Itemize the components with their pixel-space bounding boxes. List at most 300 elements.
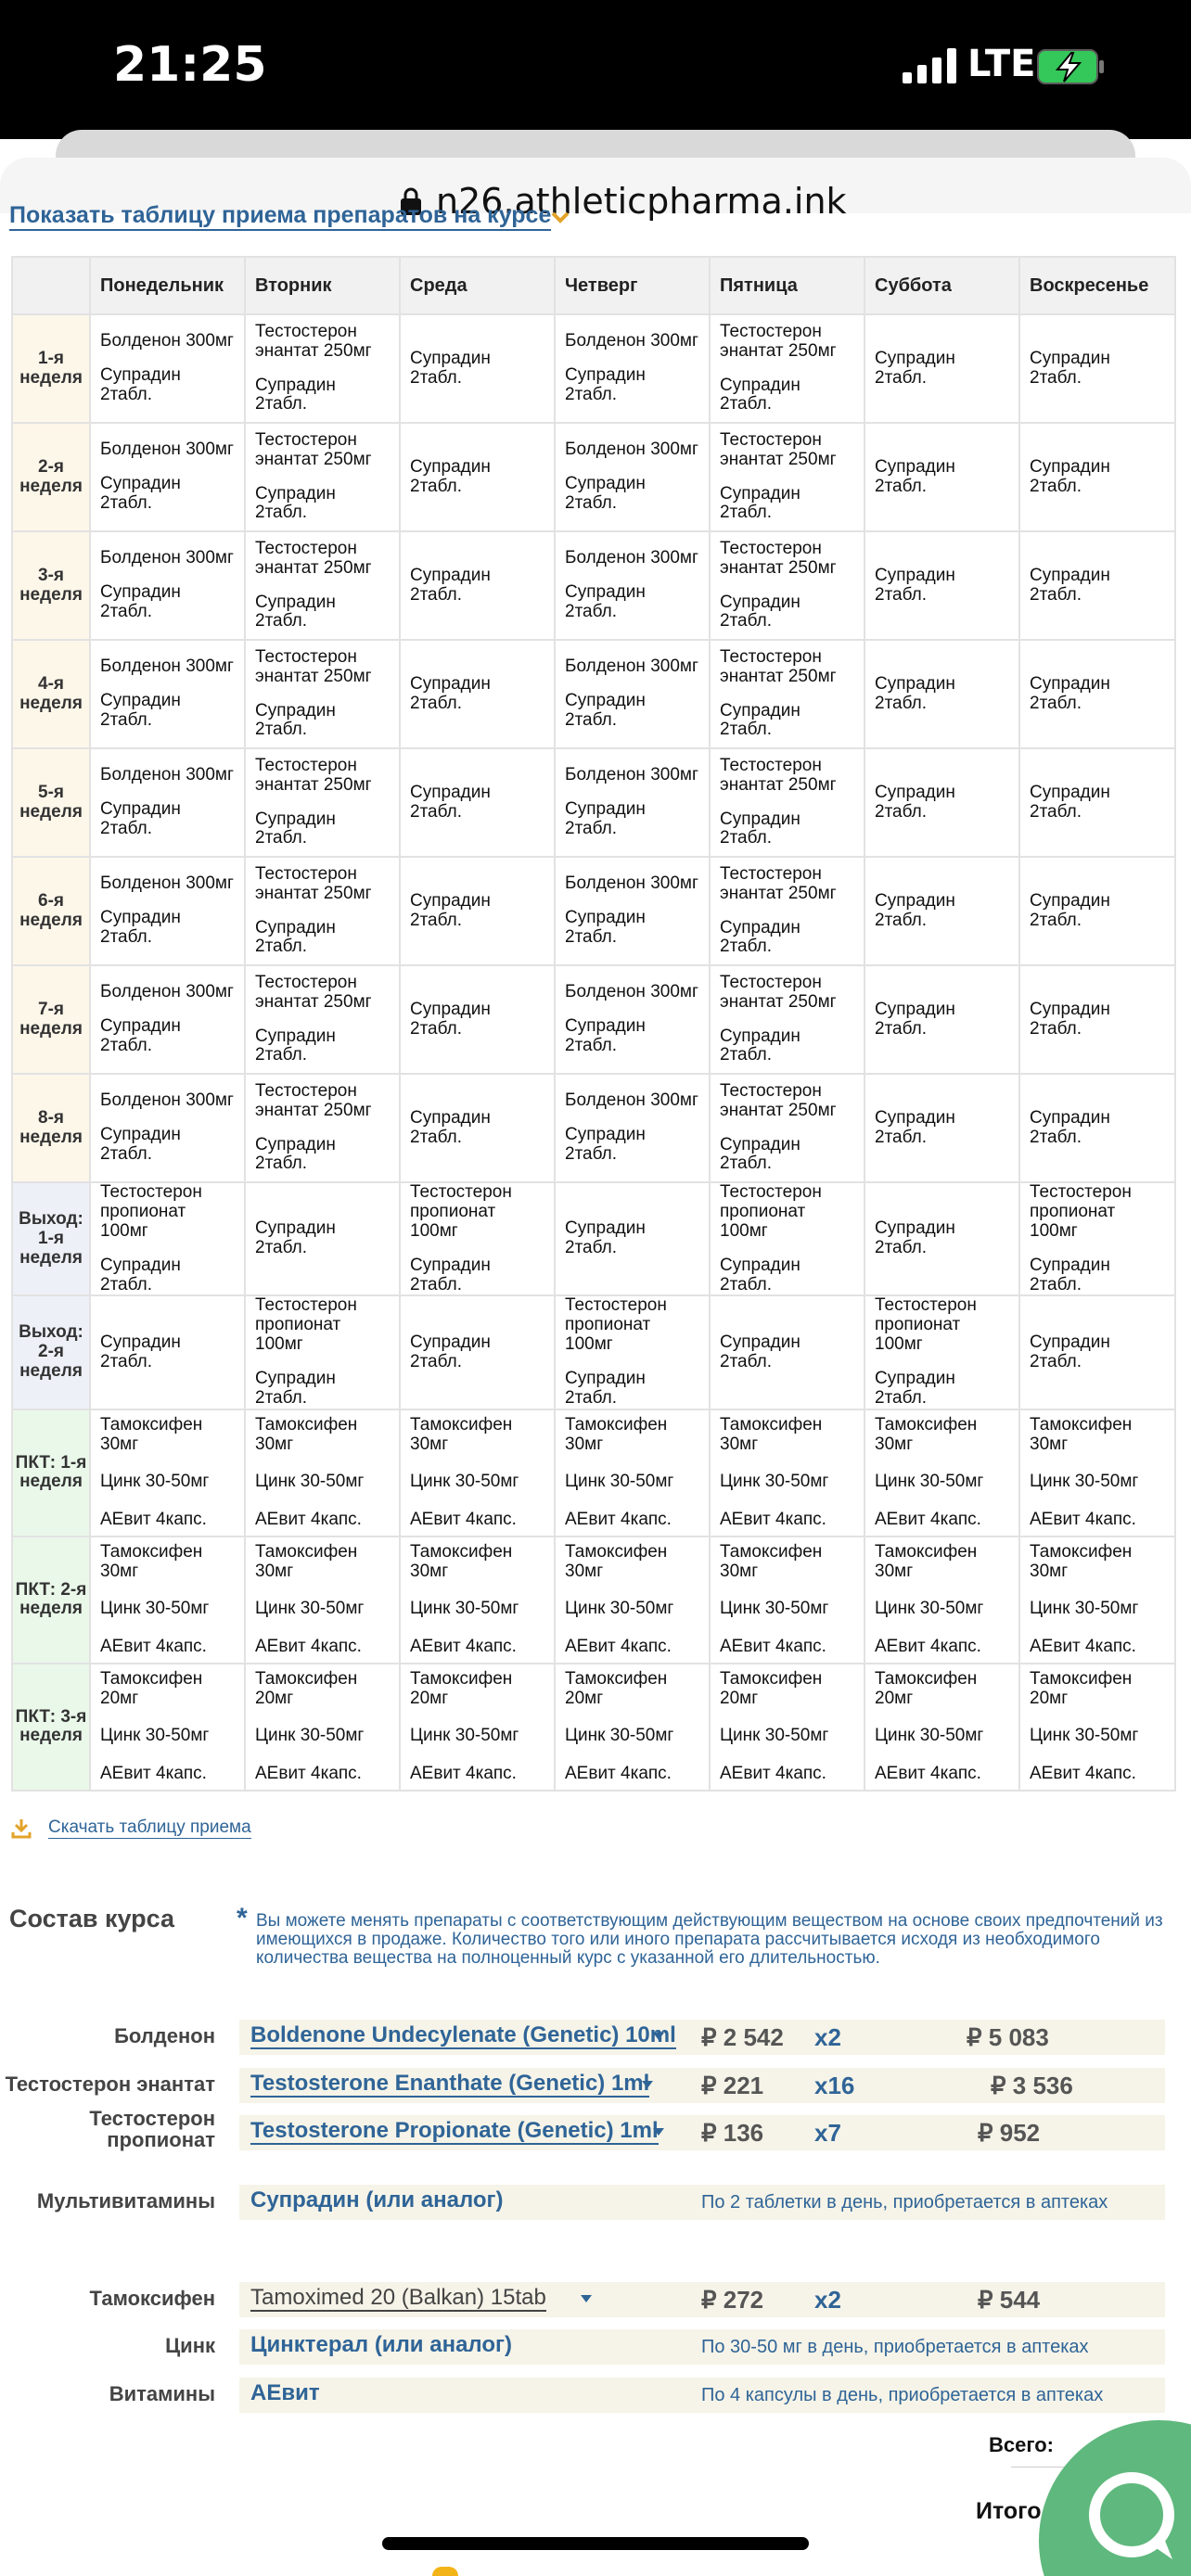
dose-item: Супрадин 2табл. xyxy=(875,456,955,496)
product-note: По 4 капсулы в день, приобретается в аптеках xyxy=(701,2385,1104,2405)
schedule-cell xyxy=(555,531,710,640)
dose-item: Болденон 300мг xyxy=(565,548,698,568)
dose-item: Тестостерон энантат 250мг xyxy=(255,538,372,578)
dose-item: Цинк 30-50мг xyxy=(255,1599,365,1619)
schedule-cell xyxy=(400,1409,555,1537)
dose-item: Супрадин 2табл. xyxy=(1030,782,1110,822)
dose-item: Тестостерон энантат 250мг xyxy=(720,646,837,686)
dose-item: АЕвит 4капс. xyxy=(410,1764,517,1784)
dose-item: Тамоксифен 30мг xyxy=(875,1541,978,1581)
show-schedule-link[interactable]: Показать таблицу приема препаратов на курсе xyxy=(9,202,551,231)
dose-item: Супрадин 2табл. xyxy=(100,365,181,404)
dose-item: Цинк 30-50мг xyxy=(255,1472,365,1492)
schedule-cell xyxy=(245,1537,400,1664)
dose-item: Супрадин 2табл. xyxy=(1030,565,1110,605)
header-day: Воскресенье xyxy=(1019,257,1175,314)
dose-item: Супрадин 2табл. xyxy=(565,1369,646,1409)
caret-down-icon[interactable] xyxy=(581,2295,592,2302)
schedule-cell xyxy=(400,1074,555,1182)
dose-item: Болденон 300мг xyxy=(100,331,234,351)
dose-item: Тестостерон пропионат 100мг xyxy=(255,1295,357,1355)
schedule-cell xyxy=(1019,423,1175,531)
week-label: 6-я неделя xyxy=(12,857,90,965)
schedule-row xyxy=(12,1409,1175,1537)
status-time: 21:25 xyxy=(113,37,267,93)
schedule-cell xyxy=(400,640,555,748)
chevron-down-icon[interactable] xyxy=(549,206,571,228)
dose-item: Супрадин 2табл. xyxy=(565,582,646,621)
schedule-cell xyxy=(400,857,555,965)
dose-item: Супрадин 2табл. xyxy=(720,1332,800,1371)
schedule-row xyxy=(12,965,1175,1074)
dose-item: АЕвит 4капс. xyxy=(255,1637,362,1657)
schedule-cell xyxy=(400,1295,555,1409)
dose-item: Супрадин 2табл. xyxy=(255,1134,336,1174)
schedule-cell xyxy=(555,1537,710,1664)
product-total: ₽ 952 xyxy=(978,2119,1041,2147)
dose-item: Тамоксифен 20мг xyxy=(255,1668,358,1708)
dose-item: Супрадин 2табл. xyxy=(1030,1107,1110,1147)
dose-item: Тестостерон пропионат 100мг xyxy=(100,1182,202,1241)
schedule-row xyxy=(12,531,1175,640)
schedule-cell xyxy=(90,1409,245,1537)
product-total: ₽ 3 536 xyxy=(991,2072,1073,2099)
schedule-cell xyxy=(1019,531,1175,640)
dose-item: Цинк 30-50мг xyxy=(875,1599,984,1619)
dose-item: Тамоксифен 30мг xyxy=(1030,1414,1133,1454)
dose-item: АЕвит 4капс. xyxy=(255,1510,362,1530)
dose-item: Супрадин 2табл. xyxy=(100,1125,181,1164)
dose-item: Супрадин 2табл. xyxy=(100,691,181,730)
product-label: Цинк xyxy=(165,2334,215,2357)
dose-item: Супрадин 2табл. xyxy=(100,1016,181,1055)
product-row xyxy=(0,2329,1191,2365)
dose-item: Тестостерон энантат 250мг xyxy=(255,646,372,686)
dose-item: АЕвит 4капс. xyxy=(1030,1510,1136,1530)
dose-item: Супрадин 2табл. xyxy=(720,917,800,957)
dose-item: Цинк 30-50мг xyxy=(410,1599,519,1619)
dose-item: Супрадин 2табл. xyxy=(255,375,336,414)
product-row xyxy=(0,2068,1191,2103)
dose-item: Супрадин 2табл. xyxy=(875,565,955,605)
dose-item: Цинк 30-50мг xyxy=(565,1726,674,1746)
itogo-label: Итого xyxy=(976,2498,1042,2524)
header-day: Пятница xyxy=(710,257,864,314)
dose-item: Тестостерон энантат 250мг xyxy=(720,321,837,361)
product-select[interactable]: Testosterone Enanthate (Genetic) 1ml xyxy=(250,2072,649,2098)
schedule-cell xyxy=(245,857,400,965)
product-label: Тамоксифен xyxy=(89,2287,215,2310)
dose-item: Супрадин 2табл. xyxy=(1030,1332,1110,1371)
dose-item: АЕвит 4капс. xyxy=(720,1764,826,1784)
schedule-cell xyxy=(555,1182,710,1295)
week-label: 3-я неделя xyxy=(12,531,90,640)
dose-item: Тестостерон энантат 250мг xyxy=(255,755,372,795)
product-label: Витамины xyxy=(109,2382,215,2405)
header-corner xyxy=(12,257,90,314)
dose-item: Супрадин 2табл. xyxy=(100,799,181,838)
dose-item: АЕвит 4капс. xyxy=(410,1637,517,1657)
schedule-cell xyxy=(555,640,710,748)
dose-item: Тамоксифен 30мг xyxy=(100,1414,203,1454)
dose-item: Супрадин 2табл. xyxy=(875,673,955,713)
schedule-cell xyxy=(710,314,864,423)
product-total: ₽ 544 xyxy=(978,2286,1041,2314)
dose-item: Супрадин 2табл. xyxy=(720,483,800,523)
dose-item: Цинк 30-50мг xyxy=(410,1472,519,1492)
schedule-cell xyxy=(555,1074,710,1182)
dose-item: Супрадин 2табл. xyxy=(255,700,336,740)
battery-charging-icon xyxy=(1037,48,1106,85)
dose-item: АЕвит 4капс. xyxy=(720,1637,826,1657)
dose-item: Супрадин 2табл. xyxy=(565,1016,646,1055)
product-note: По 2 таблетки в день, приобретается в аптеках xyxy=(701,2192,1108,2213)
schedule-cell xyxy=(555,1664,710,1791)
home-indicator xyxy=(382,2537,809,2550)
dose-item: Цинк 30-50мг xyxy=(255,1726,365,1746)
schedule-row xyxy=(12,640,1175,748)
product-row xyxy=(0,2107,1191,2152)
dose-item: Болденон 300мг xyxy=(100,1090,234,1111)
schedule-cell xyxy=(555,857,710,965)
product-note: По 30-50 мг в день, приобретается в аптеках xyxy=(701,2337,1089,2357)
dose-item: Супрадин 2табл. xyxy=(875,782,955,822)
dose-item: Цинк 30-50мг xyxy=(720,1599,829,1619)
download-icon[interactable] xyxy=(11,1818,32,1839)
dose-item: Супрадин 2табл. xyxy=(565,691,646,730)
dose-item: Супрадин 2табл. xyxy=(1030,1255,1110,1294)
schedule-cell xyxy=(245,1409,400,1537)
week-label: 1-я неделя xyxy=(12,314,90,423)
dose-item: Супрадин 2табл. xyxy=(720,1255,800,1294)
schedule-cell xyxy=(245,1664,400,1791)
dose-item: Супрадин 2табл. xyxy=(720,592,800,631)
schedule-cell xyxy=(245,531,400,640)
schedule-cell xyxy=(245,748,400,857)
dose-item: Тестостерон энантат 250мг xyxy=(255,972,372,1012)
dose-item: Тамоксифен 20мг xyxy=(100,1668,203,1708)
schedule-cell xyxy=(864,640,1019,748)
dose-item: АЕвит 4капс. xyxy=(565,1637,672,1657)
dose-item: Цинк 30-50мг xyxy=(410,1726,519,1746)
dose-item: Супрадин 2табл. xyxy=(875,348,955,388)
dose-item: Супрадин 2табл. xyxy=(255,483,336,523)
schedule-cell xyxy=(710,965,864,1074)
dose-item: Болденон 300мг xyxy=(565,657,698,677)
header-day: Среда xyxy=(400,257,555,314)
dose-item: Тамоксифен 30мг xyxy=(410,1414,513,1454)
dose-item: Супрадин 2табл. xyxy=(100,908,181,947)
schedule-cell xyxy=(710,857,864,965)
schedule-cell xyxy=(90,531,245,640)
dose-item: АЕвит 4капс. xyxy=(875,1764,981,1784)
dose-item: Супрадин 2табл. xyxy=(1030,999,1110,1039)
schedule-row xyxy=(12,1295,1175,1409)
schedule-cell xyxy=(710,1409,864,1537)
dose-item: Тестостерон пропионат 100мг xyxy=(875,1295,977,1355)
dose-item: Тамоксифен 30мг xyxy=(1030,1541,1133,1581)
dose-item: Болденон 300мг xyxy=(565,1090,698,1111)
product-row xyxy=(0,2185,1191,2220)
dose-item: Супрадин 2табл. xyxy=(875,999,955,1039)
dose-item: Болденон 300мг xyxy=(100,657,234,677)
schedule-cell xyxy=(400,748,555,857)
dose-item: Тестостерон энантат 250мг xyxy=(255,1080,372,1120)
dose-item: Цинк 30-50мг xyxy=(565,1599,674,1619)
week-label: 7-я неделя xyxy=(12,965,90,1074)
dose-item: Супрадин 2табл. xyxy=(720,809,800,848)
schedule-cell xyxy=(90,965,245,1074)
dose-item: Тамоксифен 30мг xyxy=(255,1414,358,1454)
dose-item: АЕвит 4капс. xyxy=(410,1510,517,1530)
dose-item: Супрадин 2табл. xyxy=(410,999,491,1039)
download-link[interactable]: Скачать таблицу приема xyxy=(48,1817,251,1837)
schedule-cell xyxy=(90,1295,245,1409)
schedule-cell xyxy=(245,640,400,748)
schedule-cell xyxy=(710,1295,864,1409)
product-qty: x2 xyxy=(814,2286,841,2314)
product-price: ₽ 2 542 xyxy=(701,2023,784,2051)
schedule-cell xyxy=(1019,1537,1175,1664)
dose-item: Болденон 300мг xyxy=(100,874,234,894)
dose-item: Тестостерон пропионат 100мг xyxy=(565,1295,667,1355)
schedule-row xyxy=(12,1537,1175,1664)
schedule-cell xyxy=(245,314,400,423)
schedule-cell xyxy=(400,1537,555,1664)
schedule-cell xyxy=(90,748,245,857)
schedule-cell xyxy=(245,965,400,1074)
schedule-cell xyxy=(90,857,245,965)
dose-item: Цинк 30-50мг xyxy=(1030,1472,1139,1492)
product-select[interactable]: Boldenone Undecylenate (Genetic) 10ml xyxy=(250,2023,676,2049)
schedule-row xyxy=(12,857,1175,965)
dose-item: Супрадин 2табл. xyxy=(255,592,336,631)
product-label: Тестостерон энантат xyxy=(5,2072,215,2096)
schedule-cell xyxy=(90,1664,245,1791)
dose-item: Супрадин 2табл. xyxy=(255,1218,336,1258)
dose-item: Тамоксифен 20мг xyxy=(410,1668,513,1708)
dose-item: Тестостерон энантат 250мг xyxy=(255,863,372,903)
dose-item: Супрадин 2табл. xyxy=(410,1255,491,1294)
product-name: Супрадин (или аналог) xyxy=(250,2187,504,2213)
dose-item: Тамоксифен 20мг xyxy=(875,1668,978,1708)
dose-item: Тестостерон энантат 250мг xyxy=(255,429,372,469)
schedule-cell xyxy=(400,423,555,531)
schedule-cell xyxy=(400,531,555,640)
dose-item: Тестостерон энантат 250мг xyxy=(720,755,837,795)
dose-item: Болденон 300мг xyxy=(100,765,234,785)
schedule-row xyxy=(12,1074,1175,1182)
schedule-cell xyxy=(555,1409,710,1537)
schedule-row xyxy=(12,1182,1175,1295)
product-label: Мультивитамины xyxy=(36,2189,215,2213)
dose-item: АЕвит 4капс. xyxy=(255,1764,362,1784)
dose-item: АЕвит 4капс. xyxy=(565,1764,672,1784)
dose-item: АЕвит 4капс. xyxy=(565,1510,672,1530)
schedule-cell xyxy=(710,1182,864,1295)
dose-item: Болденон 300мг xyxy=(565,331,698,351)
dose-item: Тамоксифен 30мг xyxy=(410,1541,513,1581)
schedule-cell xyxy=(864,314,1019,423)
dose-item: Тамоксифен 30мг xyxy=(255,1541,358,1581)
schedule-cell xyxy=(864,857,1019,965)
dose-item: Супрадин 2табл. xyxy=(875,1369,955,1409)
caret-down-icon[interactable] xyxy=(653,2128,664,2136)
dose-item: Супрадин 2табл. xyxy=(410,456,491,496)
dose-item: АЕвит 4капс. xyxy=(875,1510,981,1530)
dose-item: Тамоксифен 20мг xyxy=(720,1668,823,1708)
schedule-cell xyxy=(90,423,245,531)
chat-icon[interactable] xyxy=(1083,2465,1185,2567)
schedule-cell xyxy=(864,1537,1019,1664)
dose-item: Цинк 30-50мг xyxy=(875,1472,984,1492)
download-row[interactable] xyxy=(11,1817,251,1839)
dose-item: Цинк 30-50мг xyxy=(1030,1726,1139,1746)
course-title: Состав курса xyxy=(9,1905,175,1932)
schedule-cell xyxy=(1019,1074,1175,1182)
schedule-cell xyxy=(864,1182,1019,1295)
dose-item: АЕвит 4капс. xyxy=(720,1510,826,1530)
product-label: Болденон xyxy=(114,2024,215,2047)
dose-item: АЕвит 4капс. xyxy=(1030,1764,1136,1784)
schedule-header-row xyxy=(12,257,1175,314)
dose-item: Тестостерон энантат 250мг xyxy=(720,538,837,578)
schedule-cell xyxy=(864,423,1019,531)
week-label: ПКТ: 2-я неделя xyxy=(12,1537,90,1664)
dose-item: Тестостерон энантат 250мг xyxy=(720,972,837,1012)
dose-item: Тамоксифен 30мг xyxy=(720,1541,823,1581)
schedule-cell xyxy=(400,1182,555,1295)
schedule-cell xyxy=(710,531,864,640)
schedule-cell xyxy=(864,1295,1019,1409)
dose-item: Супрадин 2табл. xyxy=(100,1332,181,1371)
product-row xyxy=(0,2282,1191,2317)
dose-item: Тамоксифен 30мг xyxy=(565,1414,668,1454)
dose-item: АЕвит 4капс. xyxy=(100,1764,207,1784)
dose-item: Супрадин 2табл. xyxy=(1030,348,1110,388)
dose-item: Супрадин 2табл. xyxy=(1030,456,1110,496)
schedule-row xyxy=(12,423,1175,531)
schedule-cell xyxy=(710,1537,864,1664)
signal-icon xyxy=(903,48,956,83)
schedule-cell xyxy=(864,965,1019,1074)
week-label: ПКТ: 1-я неделя xyxy=(12,1409,90,1537)
dose-item: Болденон 300мг xyxy=(565,874,698,894)
schedule-cell xyxy=(245,1182,400,1295)
schedule-cell xyxy=(245,423,400,531)
caret-down-icon[interactable] xyxy=(653,2033,664,2040)
dose-item: Супрадин 2табл. xyxy=(100,1255,181,1294)
dose-item: Супрадин 2табл. xyxy=(565,908,646,947)
dose-item: Супрадин 2табл. xyxy=(255,1026,336,1065)
dose-item: Тестостерон пропионат 100мг xyxy=(1030,1182,1132,1241)
product-select[interactable]: Testosterone Propionate (Genetic) 1ml xyxy=(250,2119,659,2145)
dose-item: Супрадин 2табл. xyxy=(565,799,646,838)
product-select[interactable]: Tamoximed 20 (Balkan) 15tab xyxy=(250,2286,546,2312)
dose-item: Цинк 30-50мг xyxy=(100,1599,210,1619)
schedule-cell xyxy=(245,1295,400,1409)
dose-item: Супрадин 2табл. xyxy=(255,1369,336,1409)
product-name: АЕвит xyxy=(250,2380,320,2405)
dose-item: АЕвит 4капс. xyxy=(100,1637,207,1657)
schedule-row xyxy=(12,314,1175,423)
week-label: 8-я неделя xyxy=(12,1074,90,1182)
total-label: Всего: xyxy=(989,2433,1054,2456)
dose-item: Супрадин 2табл. xyxy=(720,1134,800,1174)
schedule-cell xyxy=(1019,1295,1175,1409)
dose-item: Супрадин 2табл. xyxy=(410,1332,491,1371)
schedule-cell xyxy=(710,1074,864,1182)
dose-item: Тамоксифен 30мг xyxy=(875,1414,978,1454)
dose-item: Цинк 30-50мг xyxy=(565,1472,674,1492)
schedule-cell xyxy=(1019,965,1175,1074)
schedule-cell xyxy=(90,1182,245,1295)
dose-item: Тестостерон пропионат 100мг xyxy=(410,1182,512,1241)
schedule-cell xyxy=(555,748,710,857)
total-divider xyxy=(1011,2467,1067,2468)
dose-item: Супрадин 2табл. xyxy=(720,1026,800,1065)
dose-item: Супрадин 2табл. xyxy=(875,1218,955,1258)
product-price: ₽ 272 xyxy=(701,2286,764,2314)
schedule-cell xyxy=(864,1074,1019,1182)
dose-item: Супрадин 2табл. xyxy=(255,809,336,848)
header-day: Понедельник xyxy=(90,257,245,314)
dose-item: Тамоксифен 20мг xyxy=(1030,1668,1133,1708)
week-label: Выход: 2-я неделя xyxy=(12,1295,90,1409)
dose-item: Болденон 300мг xyxy=(100,440,234,460)
caret-down-icon[interactable] xyxy=(642,2081,653,2088)
dose-item: АЕвит 4капс. xyxy=(1030,1637,1136,1657)
product-price: ₽ 136 xyxy=(701,2119,764,2147)
schedule-cell xyxy=(864,1664,1019,1791)
dose-item: Тамоксифен 30мг xyxy=(565,1541,668,1581)
dose-item: Цинк 30-50мг xyxy=(1030,1599,1139,1619)
url-text: n26.athleticpharma.ink xyxy=(436,181,847,222)
schedule-cell xyxy=(1019,640,1175,748)
schedule-cell xyxy=(90,640,245,748)
week-label: 5-я неделя xyxy=(12,748,90,857)
dose-item: Супрадин 2табл. xyxy=(720,700,800,740)
product-label: Тестостерон пропионат xyxy=(89,2107,215,2152)
schedule-cell xyxy=(1019,1409,1175,1537)
week-label: 2-я неделя xyxy=(12,423,90,531)
dose-item: Супрадин 2табл. xyxy=(1030,890,1110,930)
product-qty: x7 xyxy=(814,2119,841,2147)
schedule-table xyxy=(11,256,1176,1792)
product-price: ₽ 221 xyxy=(701,2072,764,2099)
dose-item: Супрадин 2табл. xyxy=(875,890,955,930)
schedule-cell xyxy=(1019,857,1175,965)
dose-item: Болденон 300мг xyxy=(565,982,698,1002)
dose-item: Цинк 30-50мг xyxy=(100,1726,210,1746)
schedule-cell xyxy=(555,423,710,531)
dose-item: Супрадин 2табл. xyxy=(410,348,491,388)
schedule-row xyxy=(12,1664,1175,1791)
dose-item: Тестостерон энантат 250мг xyxy=(720,863,837,903)
dose-item: Супрадин 2табл. xyxy=(100,474,181,513)
schedule-cell xyxy=(1019,1182,1175,1295)
header-day: Четверг xyxy=(555,257,710,314)
schedule-cell xyxy=(710,1664,864,1791)
dose-item: Тамоксифен 30мг xyxy=(100,1541,203,1581)
dose-item: Болденон 300мг xyxy=(100,982,234,1002)
schedule-cell xyxy=(90,314,245,423)
schedule-cell xyxy=(864,531,1019,640)
schedule-cell xyxy=(555,965,710,1074)
dose-item: Болденон 300мг xyxy=(565,765,698,785)
dose-item: Болденон 300мг xyxy=(565,440,698,460)
schedule-cell xyxy=(1019,748,1175,857)
